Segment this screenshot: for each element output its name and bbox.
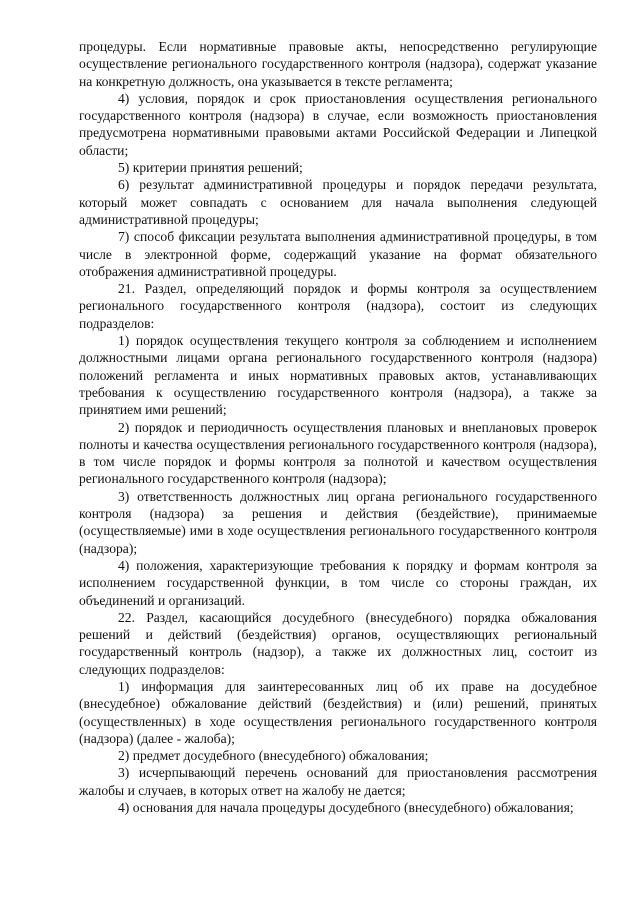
paragraph-item-7: 7) способ фиксации результата выполнения административной процедуры, в том числе в электронной форме, содержащий указание на формат обязательного отображения административной процедуры. [79,229,597,279]
paragraph-section-22-item-4: 4) основания для начала процедуры досудебного (внесудебного) обжалования; [118,800,574,816]
paragraph-section-21-item-1: 1) порядок осуществления текущего контроля за соблюдением и исполнением должностными лицами органа регионального государственного контроля (надзора) положений регламента и иных нормативных правовых актов, устанавливающих требования к осуществлению государственного контроля (надзора), а также за принятием ими решений; [79,333,597,418]
paragraph-continuation: процедуры. Если нормативные правовые акты, непосредственно регулирующие осуществление регионального государственного контроля (надзора), содержат указание на конкретную должность, она указывается в тексте регламента; [79,39,597,89]
paragraph-section-22-item-3: 3) исчерпывающий перечень оснований для приостановления рассмотрения жалобы и случаев, в которых ответ на жалобу не дается; [79,765,597,798]
document-body [79,38,597,816]
paragraph-section-22-item-1: 1) информация для заинтересованных лиц об их праве на досудебное (внесудебное) обжалование действий (бездействия) и (или) решений, принятых (осуществленных) в ходе осуществления регионального государственного контроля (надзора) (далее - жалоба); [79,678,597,746]
paragraph-section-21: 21. Раздел, определяющий порядок и формы контроля за осуществлением регионального государственного контроля (надзора), состоит из следующих подразделов: [79,281,597,331]
paragraph-section-22: 22. Раздел, касающийся досудебного (внесудебного) порядка обжалования решений и действий (бездействия) органов, осуществляющих региональный государственный контроль (надзор), а также их должностных лиц, состоит из следующих подразделов: [79,609,597,677]
paragraph-section-21-item-2: 2) порядок и периодичность осуществления плановых и внеплановых проверок полноты и качества осуществления регионального государственного контроля (надзора), в том числе порядок и формы контроля за полнотой и качеством осуществления регионального государственного контроля (надзора); [79,419,597,487]
paragraph-section-22-item-2: 2) предмет досудебного (внесудебного) обжалования; [118,748,429,764]
paragraph-item-6: 6) результат административной процедуры и порядок передачи результата, который может совпадать с основанием для начала выполнения следующей административной процедуры; [79,177,597,227]
paragraph-section-21-item-3: 3) ответственность должностных лиц органа регионального государственного контроля (надзора) за решения и действия (бездействие), принимаемые (осуществляемые) ими в ходе осуществления регионального государственного контроля (надзора); [79,488,597,556]
paragraph-item-4: 4) условия, порядок и срок приостановления осуществления регионального государственного контроля (надзора) в случае, если возможность приостановления предусмотрена нормативными правовыми актами Российской Федерации и Липецкой области; [79,90,597,158]
paragraph-section-21-item-4: 4) положения, характеризующие требования к порядку и формам контроля за исполнением государственной функции, в том числе со стороны граждан, их объединений и организаций. [79,557,597,608]
paragraph-item-5: 5) критерии принятия решений; [118,160,303,176]
